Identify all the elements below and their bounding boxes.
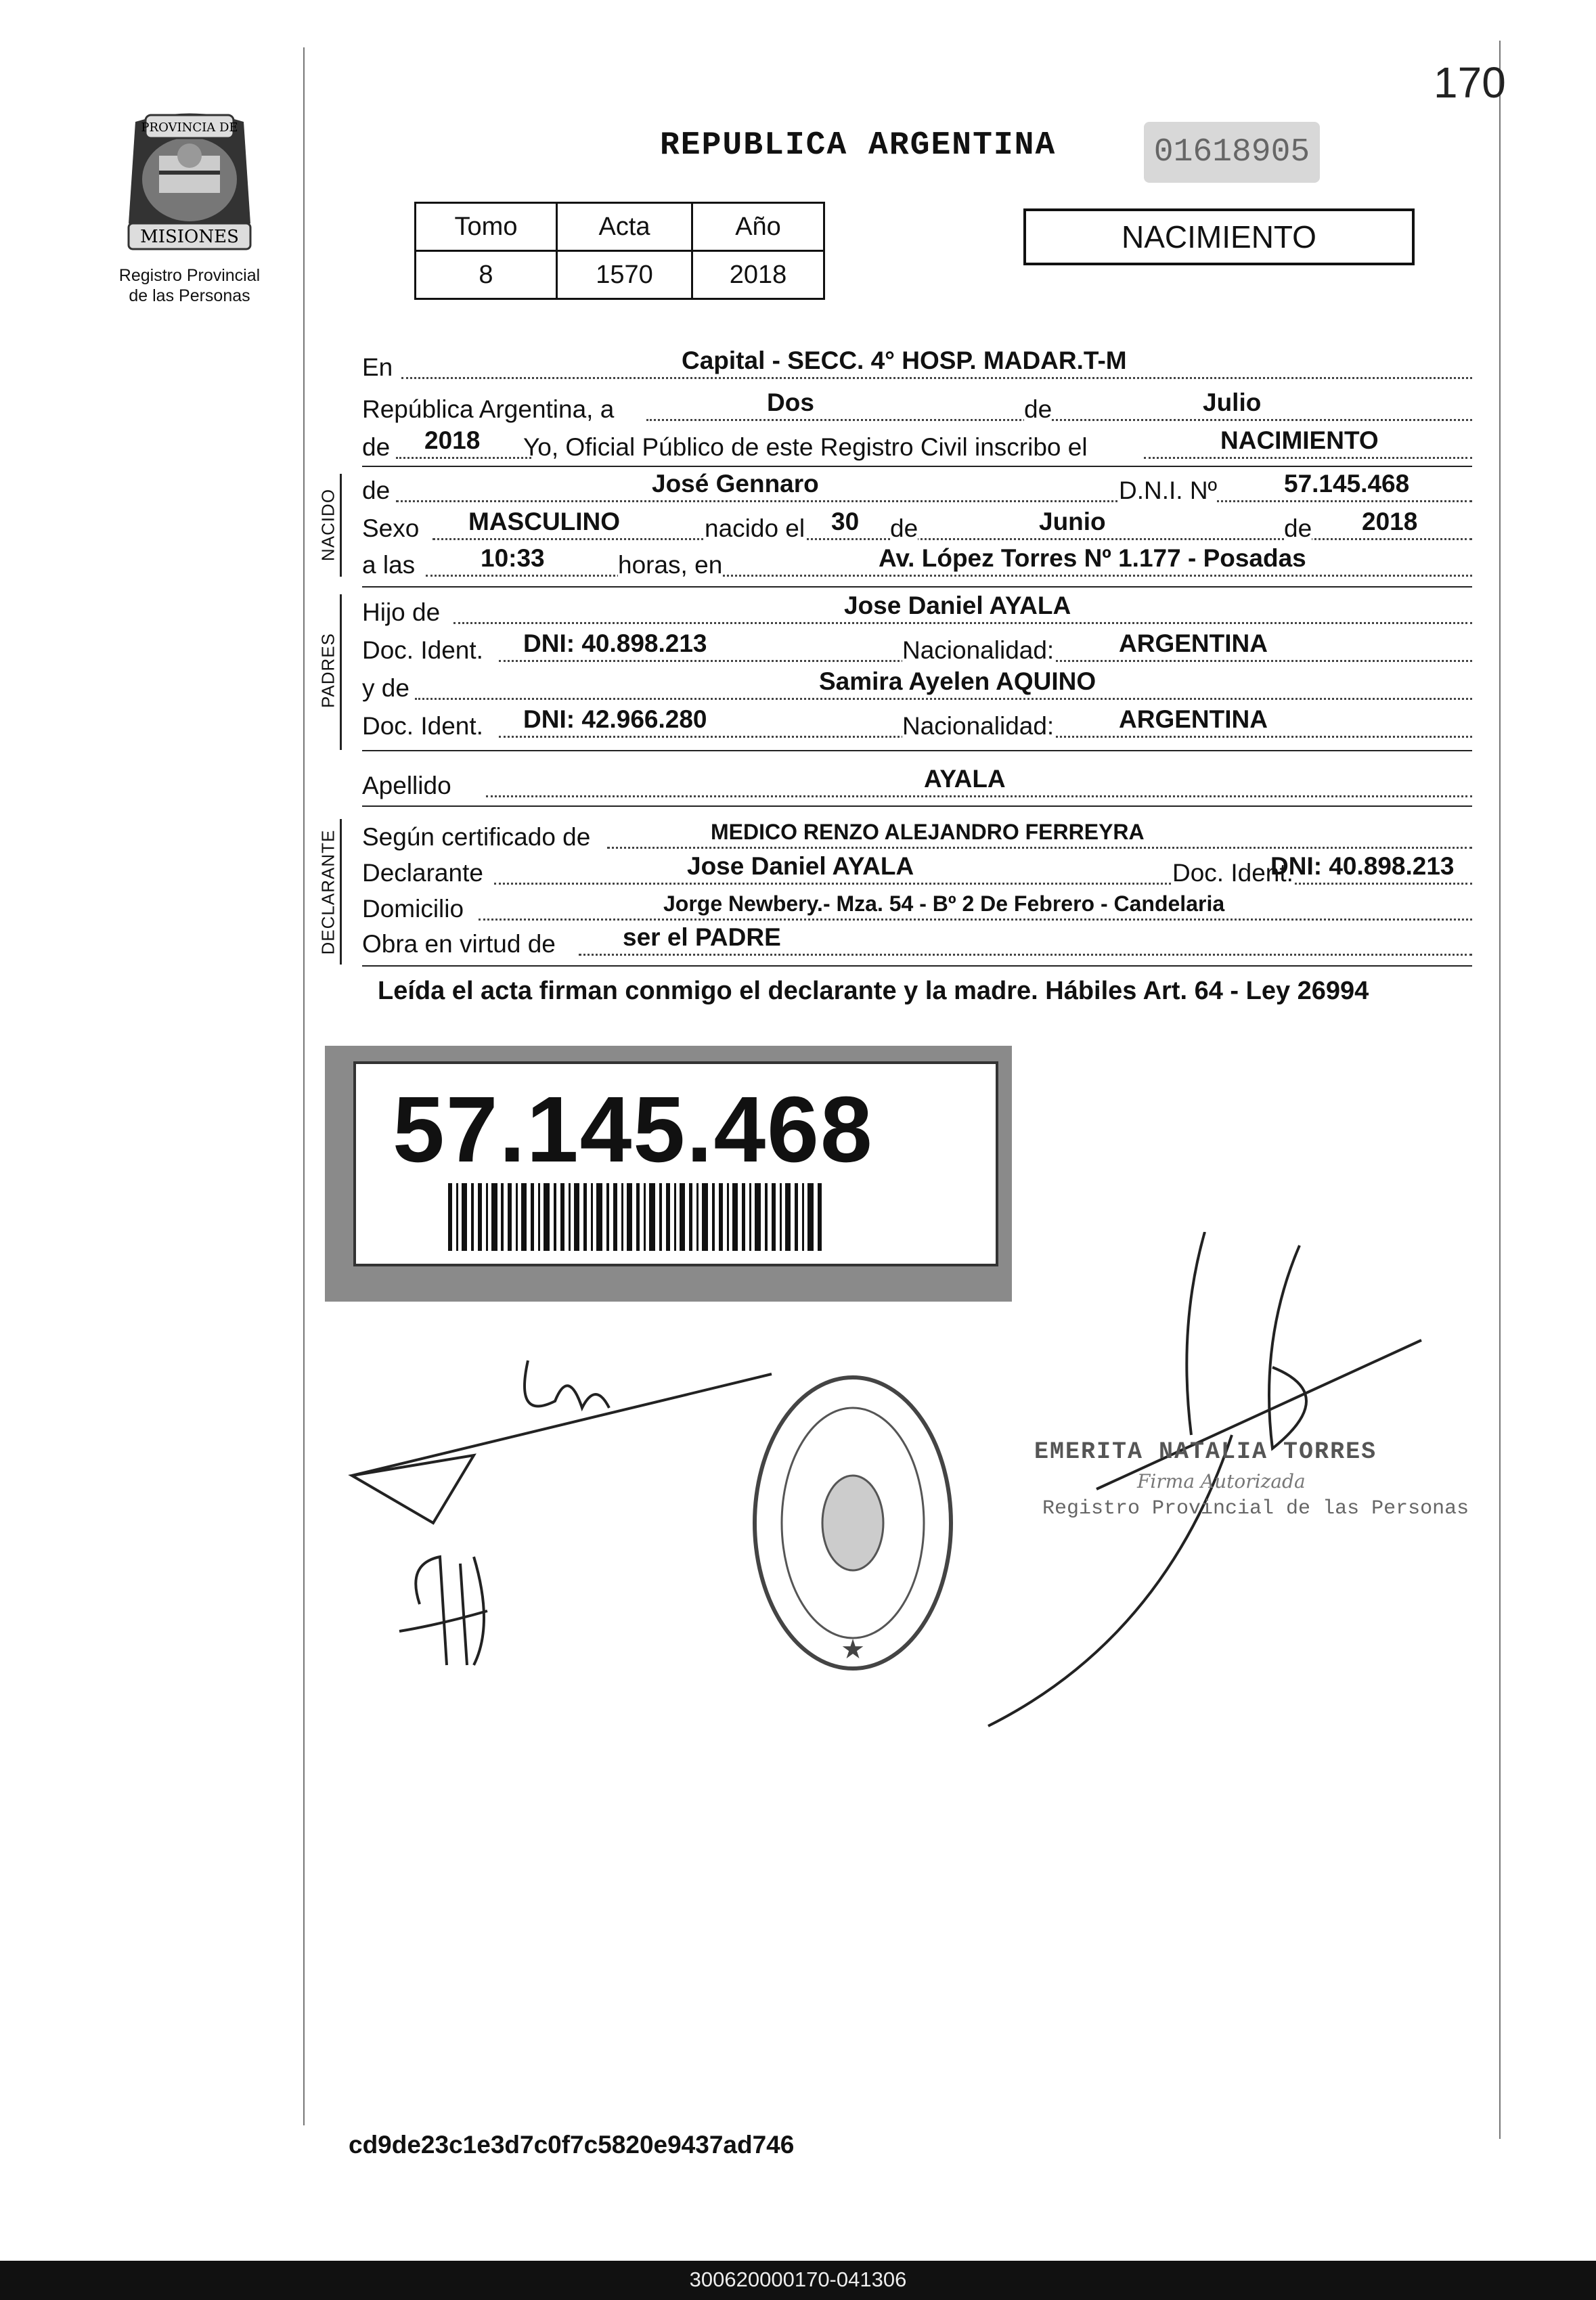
barcode-icon	[448, 1183, 822, 1251]
dni-sticker-number: 57.145.468	[393, 1078, 874, 1182]
firma-nombre: EMERITA NATALIA TORRES	[1034, 1438, 1377, 1465]
anio-inscripcion: 2018	[424, 426, 481, 454]
svg-text:PROVINCIA DE: PROVINCIA DE	[141, 120, 238, 135]
logo-caption	[81, 265, 298, 306]
anio-nacimiento: 2018	[1362, 508, 1418, 535]
section-label-declarante: DECLARANTE	[317, 829, 338, 955]
acta-header: Acta	[557, 203, 692, 251]
nombre-madre: Samira Ayelen AQUINO	[819, 667, 1096, 695]
left-margin-line	[303, 47, 305, 2125]
dia-inscripcion: Dos	[767, 389, 814, 416]
declarante-signature-icon	[338, 1340, 799, 1692]
dni-nacido: 57.145.468	[1284, 470, 1410, 497]
row-apellido: Apellido AYALA	[362, 769, 1472, 803]
page-number: 170	[1434, 58, 1506, 107]
row-yo: de 2018 Yo, Oficial Público de este Registro Civil inscribo el NACIMIENTO	[362, 430, 1472, 464]
nombre-nacido: José Gennaro	[652, 470, 819, 497]
record-type-box: NACIMIENTO	[1023, 208, 1415, 265]
document-title: REPUBLICA ARGENTINA	[660, 127, 1057, 164]
doc-madre: DNI: 42.966.280	[523, 705, 707, 733]
row-madre-doc: Doc. Ident. DNI: 42.966.280 Nacionalidad: ARGENTINA	[362, 709, 1472, 743]
logo-caption-line1: Registro Provincial	[118, 266, 261, 285]
section-label-padres: PADRES	[317, 633, 338, 708]
row-nacido-sexo: Sexo MASCULINO nacido el 30 de Junio de 2018	[362, 512, 1472, 546]
document-hash: cd9de23c1e3d7c0f7c5820e9437ad746	[349, 2131, 795, 2159]
tomo-acta-anio-table	[414, 202, 825, 300]
legal-note: Leída el acta firman conmigo el declarante y la madre. Hábiles Art. 64 - Ley 26994	[378, 977, 1369, 1005]
row-certificado: Según certificado de MEDICO RENZO ALEJANDRO FERREYRA	[362, 820, 1472, 854]
apellido-value: AYALA	[924, 765, 1006, 793]
nombre-padre: Jose Daniel AYALA	[844, 592, 1071, 619]
provincia-misiones-emblem	[108, 108, 271, 264]
row-republica: República Argentina, a Dos de Julio	[362, 393, 1472, 426]
nacionalidad-padre: ARGENTINA	[1119, 629, 1268, 657]
section-label-nacido: NACIDO	[317, 488, 338, 562]
doc-declarante: DNI: 40.898.213	[1270, 852, 1455, 880]
tipo-inscripcion: NACIMIENTO	[1220, 426, 1379, 454]
row-declarante: Declarante Jose Daniel AYALA Doc. Ident. DNI: 40.898.213	[362, 856, 1472, 890]
acta-value: 1570	[557, 251, 692, 299]
right-margin-line	[1499, 41, 1501, 2139]
row-obra: Obra en virtud de ser el PADRE	[362, 927, 1472, 961]
nacionalidad-madre: ARGENTINA	[1119, 705, 1268, 733]
row-nacido-hora: a las 10:33 horas, en Av. López Torres Nº 1.177 - Posadas	[362, 548, 1472, 582]
lugar-nacimiento: Av. López Torres Nº 1.177 - Posadas	[879, 544, 1306, 572]
row-en: En Capital - SECC. 4° HOSP. MADAR.T-M	[362, 351, 1472, 384]
row-padre: Hijo de Jose Daniel AYALA	[362, 596, 1472, 629]
mes-inscripcion: Julio	[1203, 389, 1262, 416]
row-domicilio: Domicilio Jorge Newbery.- Mza. 54 - Bº 2 De Febrero - Candelaria	[362, 892, 1472, 926]
tomo-header: Tomo	[416, 203, 557, 251]
lugar-inscripcion: Capital - SECC. 4° HOSP. MADAR.T-M	[682, 347, 1127, 374]
doc-padre: DNI: 40.898.213	[523, 629, 707, 657]
row-padre-doc: Doc. Ident. DNI: 40.898.213 Nacionalidad: ARGENTINA	[362, 634, 1472, 667]
sexo: MASCULINO	[468, 508, 621, 535]
svg-text:MISIONES: MISIONES	[140, 227, 239, 247]
registro-seal-icon	[745, 1367, 961, 1706]
svg-text:★: ★	[841, 1635, 865, 1664]
anio-header: Año	[692, 203, 824, 251]
dia-nacimiento: 30	[831, 508, 860, 535]
row-nacido-nombre: de José Gennaro D.N.I. Nº 57.145.468	[362, 474, 1472, 508]
tomo-value: 8	[416, 251, 557, 299]
mes-nacimiento: Junio	[1039, 508, 1106, 535]
domicilio-declarante: Jorge Newbery.- Mza. 54 - Bº 2 De Febrero - Candelaria	[663, 891, 1225, 916]
footer-code: 300620000170-041306	[689, 2268, 907, 2291]
hora-nacimiento: 10:33	[481, 544, 545, 572]
nombre-declarante: Jose Daniel AYALA	[687, 852, 914, 880]
certificado-medico: MEDICO RENZO ALEJANDRO FERREYRA	[711, 820, 1145, 844]
firma-registro: Registro Provincial de las Personas	[1042, 1497, 1469, 1520]
obra-virtud: ser el PADRE	[623, 923, 781, 951]
logo-caption-line2: de las Personas	[129, 286, 250, 305]
row-madre: y de Samira Ayelen AQUINO	[362, 671, 1472, 705]
serial-number-stamp: 01618905	[1144, 122, 1320, 183]
firma-cargo: Firma Autorizada	[1137, 1470, 1306, 1492]
anio-value: 2018	[692, 251, 824, 299]
